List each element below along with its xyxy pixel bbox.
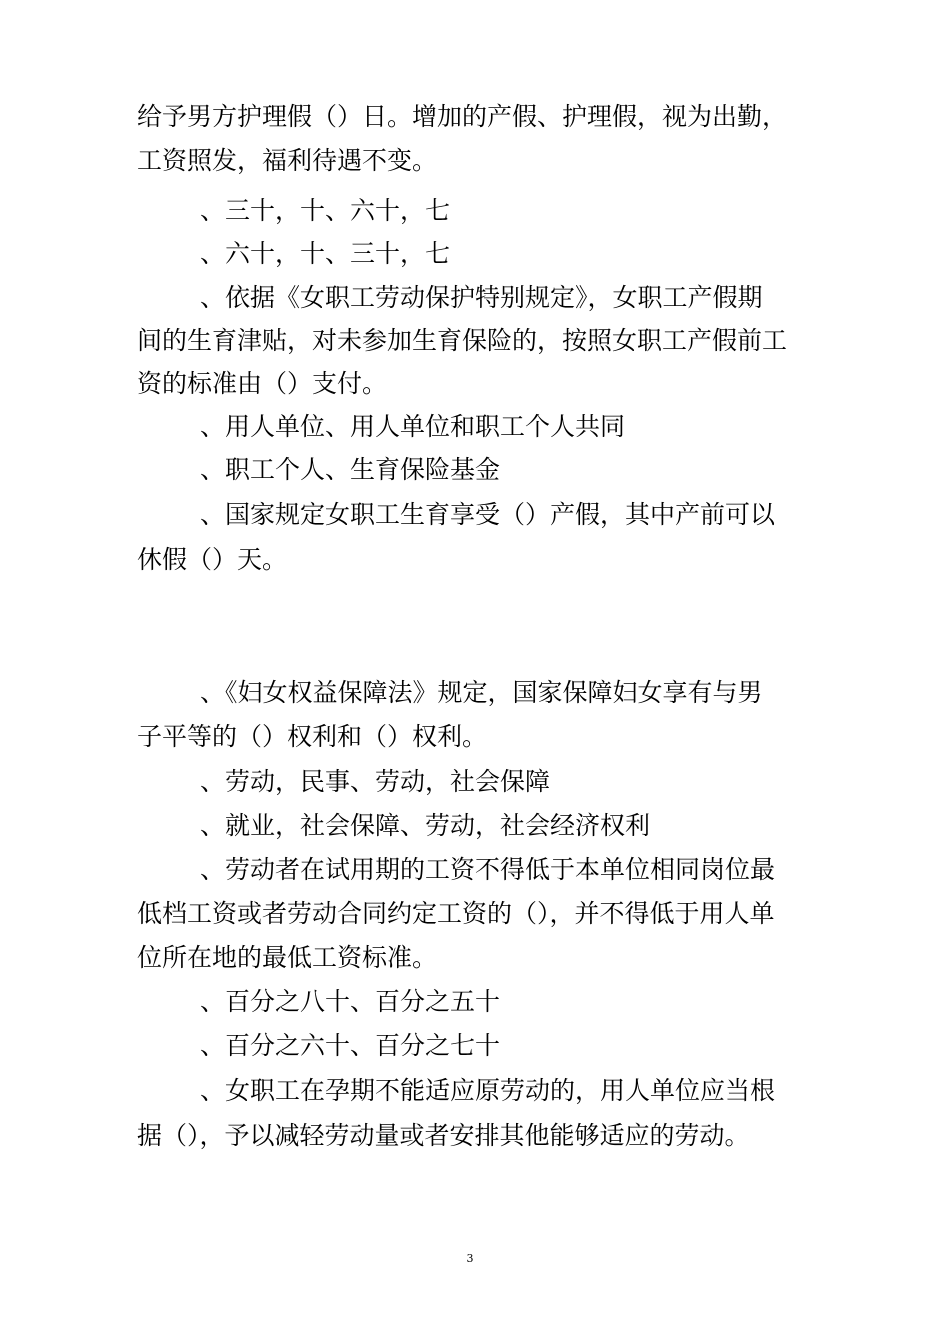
text-line: 休假（）天。 bbox=[137, 545, 288, 574]
option-line: 、百分之八十、百分之五十 bbox=[200, 987, 501, 1016]
text-line: 工资照发，福利待遇不变。 bbox=[137, 146, 438, 175]
text-line: 位所在地的最低工资标准。 bbox=[137, 943, 438, 972]
option-line: 、职工个人、生育保险基金 bbox=[200, 455, 501, 484]
text-line: 子平等的（）权利和（）权利。 bbox=[137, 722, 488, 751]
text-line: 间的生育津贴，对未参加生育保险的，按照女职工产假前工 bbox=[137, 326, 788, 355]
question-line: 、劳动者在试用期的工资不得低于本单位相同岗位最 bbox=[200, 855, 776, 884]
option-line: 、用人单位、用人单位和职工个人共同 bbox=[200, 412, 626, 441]
question-line: 、依据《女职工劳动保护特别规定》，女职工产假期 bbox=[200, 283, 763, 312]
option-line: 、百分之六十、百分之七十 bbox=[200, 1031, 501, 1060]
page-number: 3 bbox=[466, 1252, 474, 1265]
text-line: 低档工资或者劳动合同约定工资的（），并不得低于用人单 bbox=[137, 899, 775, 928]
text-line: 给予男方护理假（）日。增加的产假、护理假，视为出勤， bbox=[137, 102, 788, 131]
question-line: 、《妇女权益保障法》规定，国家保障妇女享有与男 bbox=[200, 678, 763, 707]
option-line: 、劳动，民事、劳动，社会保障 bbox=[200, 767, 551, 796]
option-line: 、三十，十、六十，七 bbox=[200, 196, 451, 225]
question-line: 、国家规定女职工生育享受（）产假，其中产前可以 bbox=[200, 500, 776, 529]
text-line: 据（），予以减轻劳动量或者安排其他能够适应的劳动。 bbox=[137, 1121, 750, 1150]
option-line: 、六十，十、三十，七 bbox=[200, 239, 451, 268]
text-line: 资的标准由（）支付。 bbox=[137, 369, 388, 398]
question-line: 、女职工在孕期不能适应原劳动的，用人单位应当根 bbox=[200, 1076, 776, 1105]
option-line: 、就业，社会保障、劳动，社会经济权利 bbox=[200, 811, 651, 840]
